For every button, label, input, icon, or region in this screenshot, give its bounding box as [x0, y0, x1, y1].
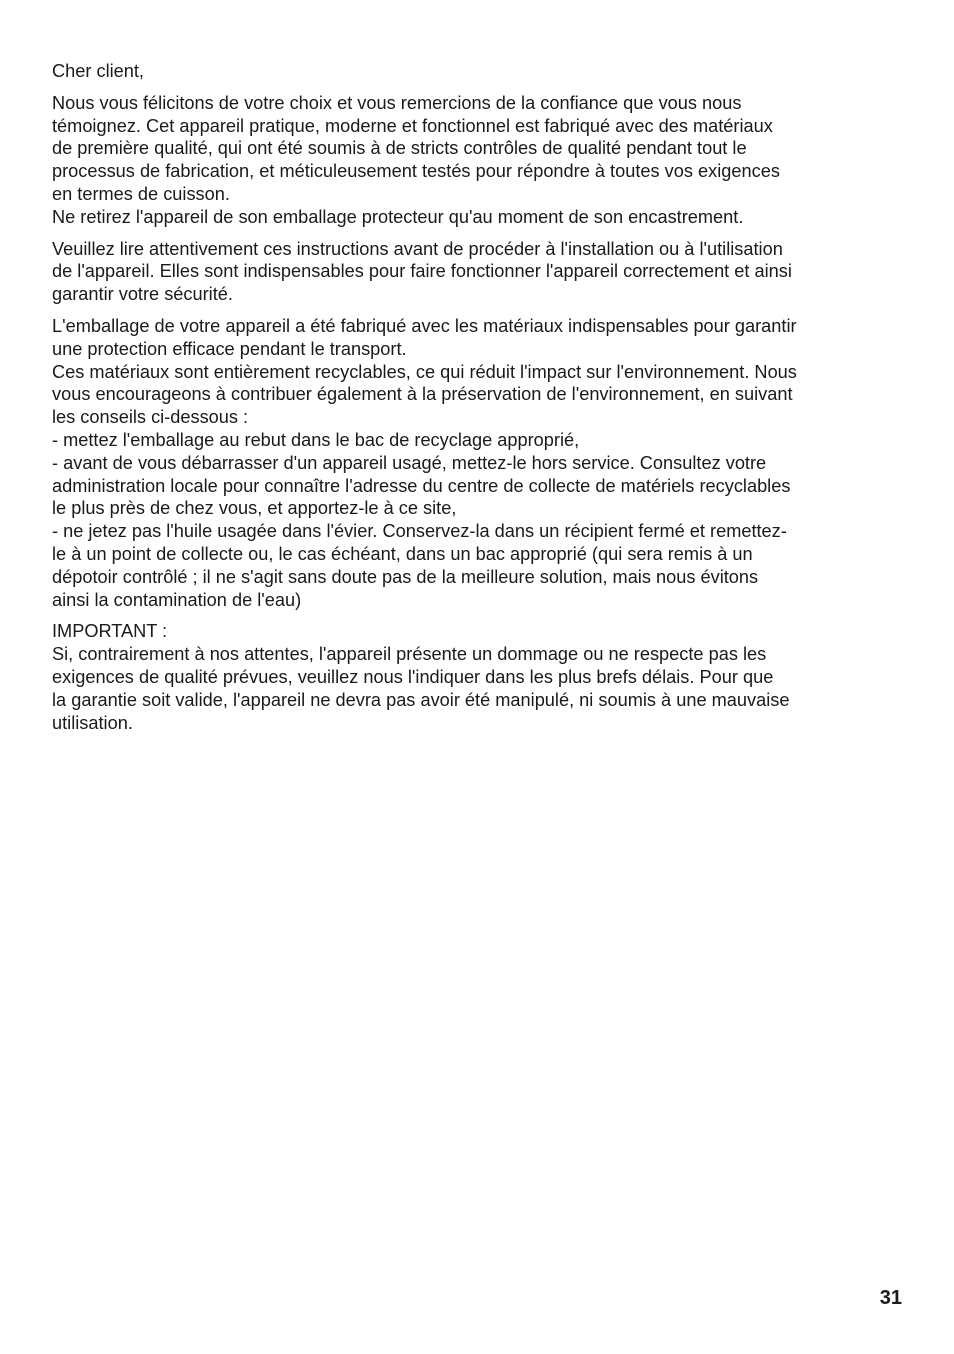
text-line: dépotoir contrôlé ; il ne s'agit sans doute pas de la meilleure solution, mais nous évitons	[52, 566, 759, 587]
paragraph-instructions	[52, 238, 904, 306]
paragraph-packaging	[52, 315, 904, 611]
text-line: Ces matériaux sont entièrement recyclables, ce qui réduit l'impact sur l'environnement. Nous	[52, 361, 797, 382]
text-line: garantir votre sécurité.	[52, 284, 233, 305]
text-line: le plus près de chez vous, et apportez-le à ce site,	[52, 498, 457, 519]
text-line: utilisation.	[52, 712, 133, 733]
text-line: en termes de cuisson.	[52, 183, 230, 204]
text-line: le à un point de collecte ou, le cas échéant, dans un bac approprié (qui sera remis à un	[52, 543, 753, 564]
paragraph-important	[52, 620, 904, 734]
page-number: 31	[879, 1287, 902, 1309]
document-body	[52, 60, 904, 743]
text-line: de première qualité, qui ont été soumis à de stricts contrôles de qualité pendant tout le	[52, 138, 747, 159]
text-line: Nous vous félicitons de votre choix et vous remercions de la confiance que vous nous	[52, 92, 742, 113]
text-line: - mettez l'emballage au rebut dans le bac de recyclage approprié,	[52, 429, 580, 450]
text-line: vous encourageons à contribuer également à la préservation de l'environnement, en suivant	[52, 384, 793, 405]
text-line: processus de fabrication, et méticuleusement testés pour répondre à toutes vos exigences	[52, 161, 780, 182]
text-line: ainsi la contamination de l'eau)	[52, 589, 302, 610]
paragraph-thanks	[52, 92, 904, 229]
text-line: de l'appareil. Elles sont indispensables pour faire fonctionner l'appareil correctement et ainsi	[52, 261, 792, 282]
text-line: Ne retirez l'appareil de son emballage protecteur qu'au moment de son encastrement.	[52, 206, 744, 227]
text-line: témoignez. Cet appareil pratique, moderne et fonctionnel est fabriqué avec des matériaux	[52, 115, 773, 136]
text-line: - avant de vous débarrasser d'un appareil usagé, mettez-le hors service. Consultez votre	[52, 452, 767, 473]
text-line: exigences de qualité prévues, veuillez nous l'indiquer dans les plus brefs délais. Pour que	[52, 666, 774, 687]
text-line: IMPORTANT :	[52, 621, 168, 642]
text-line: L'emballage de votre appareil a été fabriqué avec les matériaux indispensables pour garantir	[52, 315, 797, 336]
text-line: les conseils ci-dessous :	[52, 407, 249, 428]
text-line: Veuillez lire attentivement ces instructions avant de procéder à l'installation ou à l'utilisation	[52, 238, 783, 259]
greeting: Cher client,	[52, 61, 144, 81]
text-line: Si, contrairement à nos attentes, l'appareil présente un dommage ou ne respecte pas les	[52, 644, 767, 665]
text-line: la garantie soit valide, l'appareil ne devra pas avoir été manipulé, ni soumis à une mauvaise	[52, 689, 790, 710]
text-line: - ne jetez pas l'huile usagée dans l'évier. Conservez-la dans un récipient fermé et remettez-	[52, 521, 787, 542]
text-line: une protection efficace pendant le transport.	[52, 338, 407, 359]
text-line: administration locale pour connaître l'adresse du centre de collecte de matériels recyclables	[52, 475, 791, 496]
